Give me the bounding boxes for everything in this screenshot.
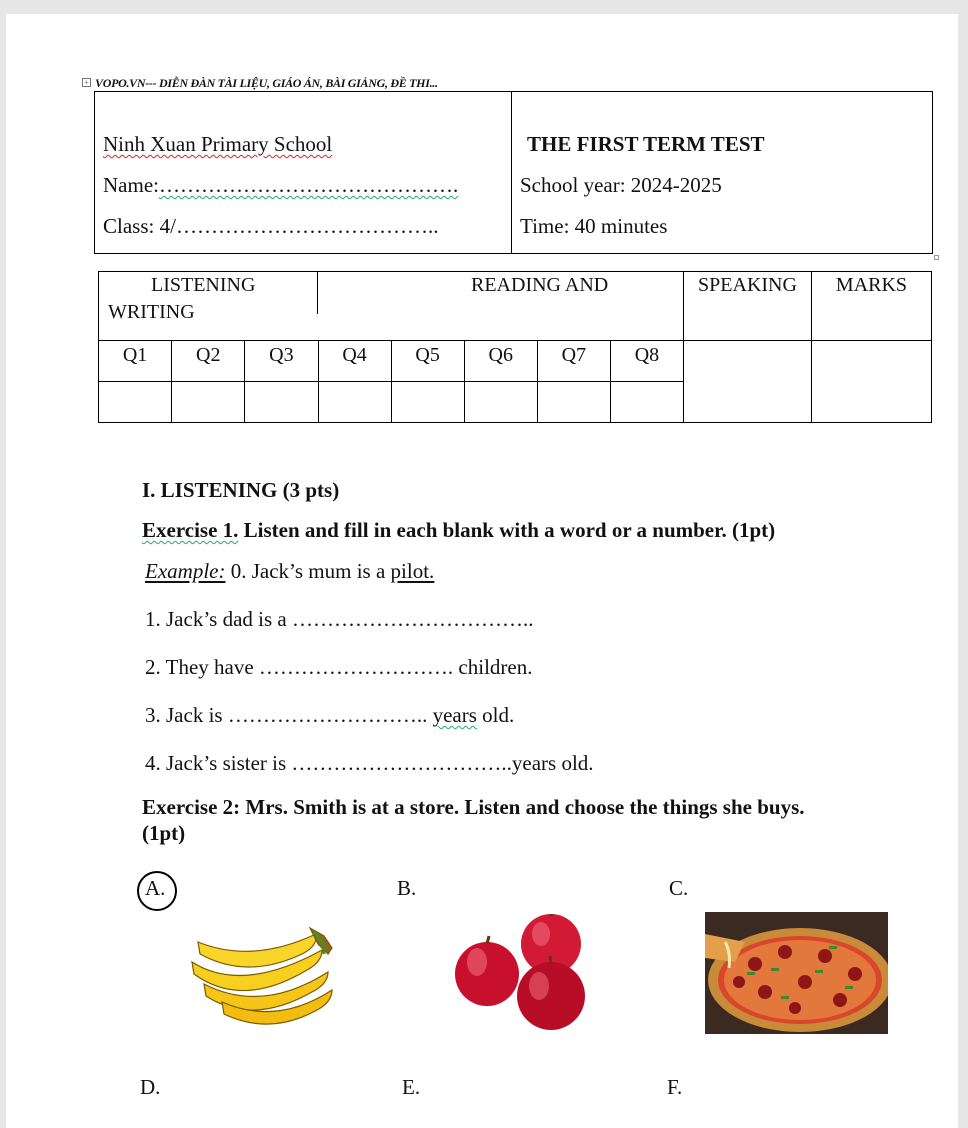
option-a-label[interactable]: A.	[145, 876, 166, 900]
document-page	[6, 14, 958, 1128]
marks-score-cell[interactable]	[812, 341, 932, 423]
class-field[interactable]	[103, 214, 438, 239]
option-d-label[interactable]: D.	[140, 1075, 161, 1099]
q3-score-cell[interactable]	[245, 382, 318, 423]
pizza-image-icon[interactable]	[705, 912, 888, 1034]
example-text: 0. Jack’s mum is a	[225, 559, 391, 583]
q4-header: Q4	[318, 341, 391, 382]
q5-header: Q5	[391, 341, 464, 382]
option-c-label[interactable]: C.	[669, 876, 689, 900]
reading-and-label: READING AND	[471, 274, 609, 296]
example-line	[145, 559, 434, 584]
example-label: Example:	[145, 559, 226, 583]
question-1[interactable]: 1. Jack’s dad is a ……………………………..	[145, 607, 534, 631]
table-move-handle-icon[interactable]: +	[82, 78, 91, 87]
exercise-2-instruction-line1: Exercise 2: Mrs. Smith is at a store. Listen and choose the things she buys.	[142, 795, 805, 819]
school-year: School year: 2024-2025	[520, 173, 722, 197]
info-box-divider	[511, 92, 512, 253]
exercise-1-instruction	[142, 518, 775, 543]
example-answer: pilot.	[390, 559, 435, 583]
test-title: THE FIRST TERM TEST	[527, 132, 765, 156]
exercise-1-text: Listen and fill in each blank with a word or a number. (1pt)	[238, 518, 776, 542]
question-2[interactable]: 2. They have ………………………. children.	[145, 655, 533, 679]
option-b-label[interactable]: B.	[397, 876, 417, 900]
question-3-text: 3. Jack is ………………………..	[145, 703, 433, 727]
q6-header: Q6	[464, 341, 537, 382]
q6-score-cell[interactable]	[464, 382, 537, 423]
test-time: Time: 40 minutes	[520, 214, 668, 238]
exercise-1-label: Exercise 1.	[142, 518, 239, 542]
option-e-label[interactable]: E.	[402, 1075, 421, 1099]
question-3-years: years	[432, 703, 477, 727]
listening-writing-header	[99, 272, 319, 341]
question-3-end: old.	[476, 703, 515, 727]
listening-title-text: I. LISTENING (3 pts)	[142, 478, 340, 502]
q7-header: Q7	[537, 341, 610, 382]
q2-score-cell[interactable]	[172, 382, 245, 423]
name-field[interactable]	[103, 173, 458, 198]
class-dots[interactable]: ………………………………..	[175, 214, 439, 238]
exercise-2-instruction-line2: (1pt)	[142, 821, 186, 845]
school-name-text: Ninh Xuan Primary School	[103, 132, 333, 156]
watermark-header: VOPO.VN--- DIỄN ĐÀN TÀI LIỆU, GIÁO ÁN, BÀI GIẢNG, ĐỀ THI...	[95, 76, 438, 90]
q7-score-cell[interactable]	[537, 382, 610, 423]
q3-header: Q3	[245, 341, 318, 382]
student-info-box	[94, 91, 933, 254]
q8-score-cell[interactable]	[610, 382, 683, 423]
listening-label: LISTENING	[151, 274, 256, 296]
option-f-label[interactable]: F.	[667, 1075, 683, 1099]
school-name	[103, 132, 332, 157]
q1-score-cell[interactable]	[99, 382, 172, 423]
q1-header: Q1	[99, 341, 172, 382]
q8-header: Q8	[610, 341, 683, 382]
resize-handle-icon[interactable]	[934, 255, 939, 260]
score-table	[98, 271, 932, 423]
name-label: Name:	[103, 173, 159, 197]
marks-header: MARKS	[812, 272, 932, 341]
name-dots[interactable]: …………………………………….	[158, 173, 459, 197]
reading-header	[318, 272, 684, 341]
speaking-score-cell[interactable]	[684, 341, 812, 423]
question-4[interactable]: 4. Jack’s sister is …………………………..years old.	[145, 751, 594, 775]
question-3[interactable]	[145, 703, 514, 728]
apples-image-icon[interactable]	[451, 914, 601, 1039]
speaking-header: SPEAKING	[684, 272, 812, 341]
q4-score-cell[interactable]	[318, 382, 391, 423]
q2-header: Q2	[172, 341, 245, 382]
section-listening-title	[142, 478, 339, 503]
q5-score-cell[interactable]	[391, 382, 464, 423]
writing-label: WRITING	[108, 301, 195, 323]
class-label: Class: 4/	[103, 214, 176, 238]
bananas-image-icon[interactable]	[182, 914, 342, 1034]
